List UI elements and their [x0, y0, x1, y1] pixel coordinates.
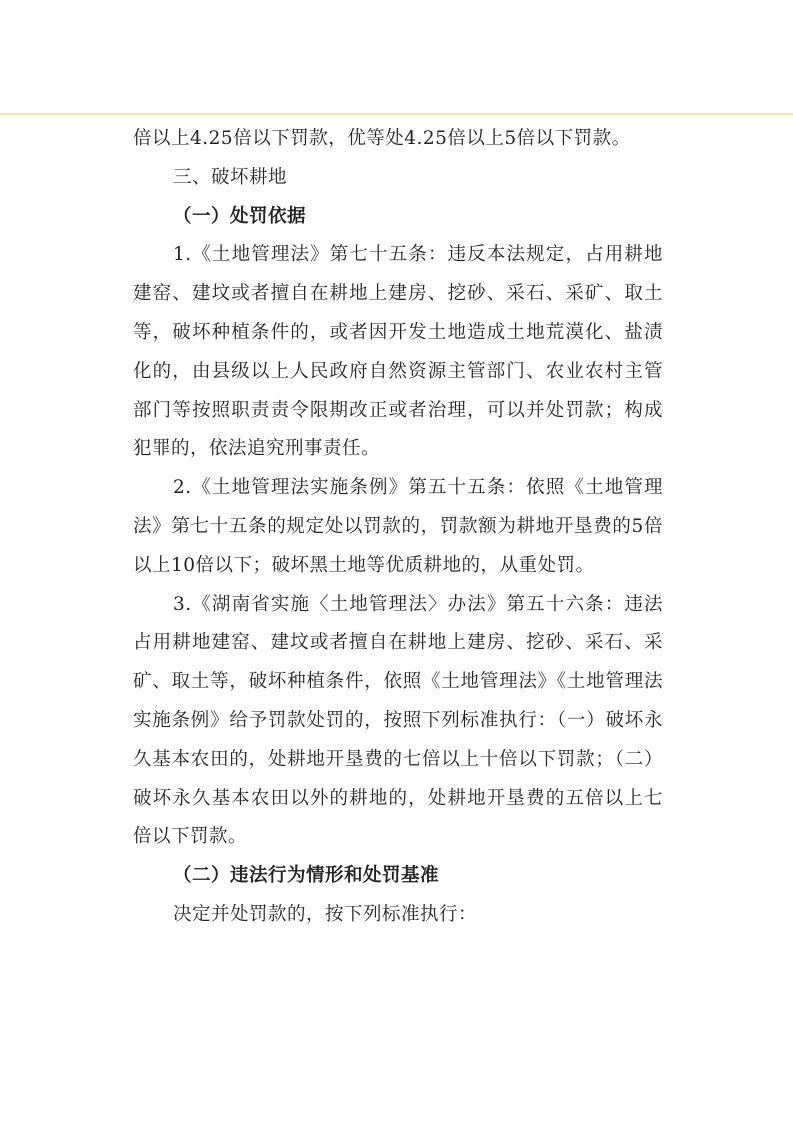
document-body	[133, 120, 663, 935]
section-heading: 三、破坏耕地	[173, 166, 288, 188]
clause-3: 3.《湖南省实施〈土地管理法〉办法》第五十六条：违法占用耕地建窑、建坟或者擅自在耕地上建房、挖砂、采石、采矿、取土等，破坏种植条件，依照《土地管理法》《土地管理法实施条例》给予罚款处罚的，按照下列标准执行：（一）破坏永久基本农田的，处耕地开垦费的七倍以上十倍以下罚款；（二）破坏永久基本农田以外的耕地的，处耕地开垦费的五倍以上七倍以下罚款。	[133, 593, 663, 848]
subsection-heading-basis: （一）处罚依据	[173, 205, 307, 227]
paragraph-intro: 决定并处罚款的，按下列标准执行：	[173, 903, 478, 925]
header-rule	[0, 113, 793, 115]
clause-1: 1.《土地管理法》第七十五条：违反本法规定，占用耕地建窑、建坟或者擅自在耕地上建房、挖砂、采石、采矿、取土等，破坏种植条件的，或者因开发土地造成土地荒漠化、盐渍化的，由县级以上人民政府自然资源主管部门、农业农村主管部门等按照职责责令限期改正或者治理，可以并处罚款；构成犯罪的，依法追究刑事责任。	[133, 244, 663, 460]
subsection-heading-standards: （二）违法行为情形和处罚基准	[173, 865, 440, 887]
paragraph-continuation: 倍以上4.25倍以下罚款，优等处4.25倍以上5倍以下罚款。	[133, 128, 631, 149]
clause-2: 2.《土地管理法实施条例》第五十五条：依照《土地管理法》第七十五条的规定处以罚款的，罚款额为耕地开垦费的5倍以上10倍以下；破坏黑土地等优质耕地的，从重处罚。	[133, 477, 663, 576]
